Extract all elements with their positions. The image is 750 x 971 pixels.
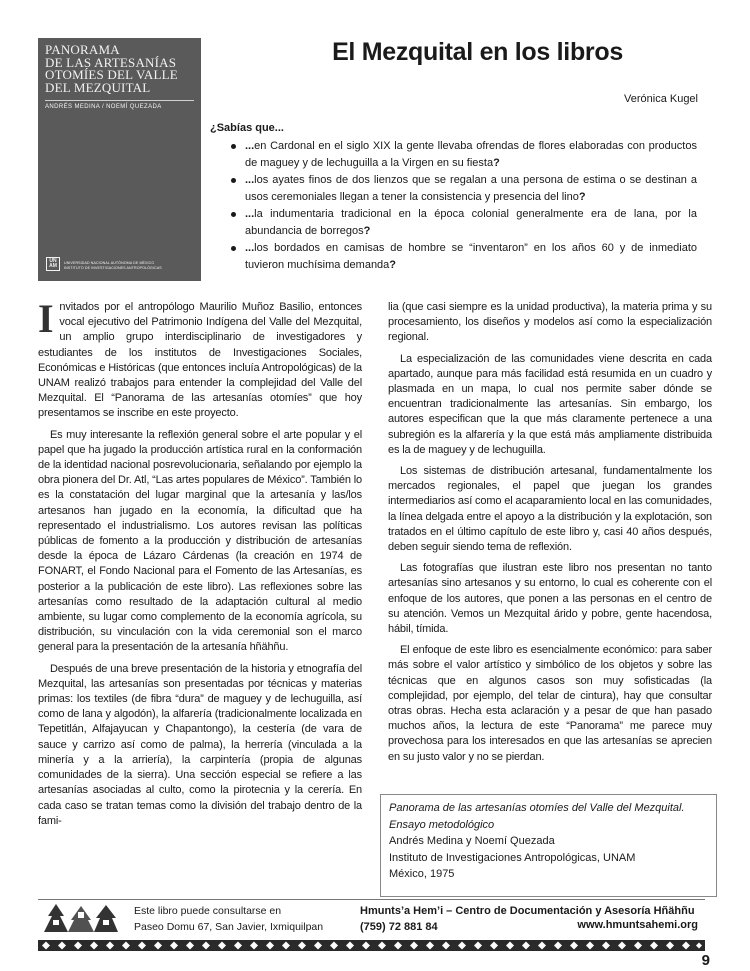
- ref-publisher: Instituto de Investigaciones Antropológicas, UNAM: [389, 851, 636, 864]
- page-title: El Mezquital en los libros: [332, 38, 623, 66]
- book-cover: [38, 38, 201, 281]
- drop-cap: I: [38, 296, 54, 341]
- item-text: la indumentaria tradicional en la época colonial generalmente era de lana, por la abundancia de borregos: [245, 208, 697, 237]
- article-author: Verónica Kugel: [624, 93, 698, 105]
- cover-title: PANORAMA DE LAS ARTESANÍAS OTOMÍES DEL VALLE DEL MEZQUITAL: [45, 42, 178, 95]
- item-lead: ...: [245, 140, 255, 152]
- sabias-heading: ¿Sabías que...: [210, 122, 284, 134]
- paragraph: [38, 296, 362, 422]
- sabias-list: [230, 138, 697, 274]
- cover-authors: ANDRÉS MEDINA / NOEMÍ QUEZADA: [45, 100, 194, 110]
- item-end: ?: [578, 191, 586, 203]
- book-reference-box: [380, 794, 717, 897]
- center-name: Hmunts’a Hem’i – Centro de Documentación y Asesoría Hñähñu: [360, 905, 695, 917]
- article-column-right: [388, 300, 712, 771]
- item-end: ?: [389, 259, 397, 271]
- footer-divider: [38, 899, 705, 900]
- ref-place-year: México, 1975: [389, 868, 455, 880]
- paragraph-text: nvitados por el antropólogo Maurilio Muñoz Basilio, entonces vocal ejecutivo del Patrimonio Indígena del Valle del Mezquital, un amplio grupo interdisciplinario de investigadores y estudiantes de los institutos de Investigaciones Sociales, Económicas e Históricas (que entonces incluía Antropológicas) de la UNAM realizó trabajos para entender la complejidad del Valle del Mezquital. El “Panorama de las artesanías otomíes” que hoy presentamos se inscribe en este proyecto.: [38, 301, 362, 420]
- item-text: los ayates finos de dos lienzos que se regalan a una persona de estima o se destinan a usos ceremoniales llegan a tener la consistencia y presencia del lino: [245, 174, 697, 203]
- center-phone: (759) 72 881 84: [360, 921, 438, 933]
- footer-availability: [134, 903, 323, 935]
- item-lead: ...: [245, 208, 255, 220]
- paragraph: Los sistemas de distribución artesanal, fundamentalmente los mercados regionales, el papel que juegan los grandes intermediarios así como el acaparamiento local en las comunidades, la línea delgada entre el apoyo a la distribución y la explotación, son tratados en el último capítulo de este libro y, casi 40 años después, deben seguir siendo tema de reflexión.: [388, 465, 712, 554]
- paragraph: lia (que casi siempre es la unidad productiva), la materia prima y su procesamiento, los diseños y modelos así como la especialización regional.: [388, 301, 712, 344]
- paragraph: La especialización de las comunidades viene descrita en cada apartado, aunque para más facilidad está resumida en un cuadro y plasmada en un mapa, lo cual nos permite saber dónde se encuentran tradicionalmente las artesanías. Sin embargo, los autores especifican que la que más claramente pertenece a una subregión es la alfarería y la que está más ampliamente distribuida es la de maguey y de lechuguilla.: [388, 352, 712, 456]
- item-end: ?: [363, 225, 371, 237]
- item-lead: ...: [245, 174, 255, 186]
- unam-logo: UN AM: [46, 257, 60, 271]
- sabias-item: [230, 138, 697, 172]
- item-text: los bordados en camisas de hombre se “inventaron” en los años 60 y de inmediato tuvieron muchísima demanda: [245, 242, 697, 271]
- ref-authors: Andrés Medina y Noemí Quezada: [389, 835, 555, 847]
- cover-institution: UNIVERSIDAD NACIONAL AUTÓNOMA DE MÉXICO INSTITUTO DE INVESTIGACIONES ANTROPOLÓGICAS: [64, 261, 162, 270]
- sabias-item: [230, 172, 697, 206]
- item-text: en Cardonal en el siglo XIX la gente llevaba ofrendas de flores elaboradas con productos de maguey y de lechuguilla a la Virgen en su fiesta: [245, 140, 697, 169]
- article-column-left: [38, 296, 362, 835]
- page-number: 9: [701, 952, 710, 969]
- paragraph: El enfoque de este libro es esencialmente económico: para saber más sobre el valor artístico y simbólico de los objetos y sobre las técnicas que en algunos casos son muy sofisticadas (la complejidad, por ejemplo, del telar de cintura), hay que consultar otras obras. Hecha esta aclaración y a pesar de que han pasado muchos años, la lectura de este “Panorama” me parece muy provechosa para los interesados en que las artesanías se aprecien en su justo valor y no se pierdan.: [388, 644, 712, 763]
- availability-address: Paseo Domu 67, San Javier, Ixmiquilpan: [134, 921, 324, 933]
- ref-title: Panorama de las artesanías otomíes del Valle del Mezquital.: [389, 802, 685, 814]
- website-link[interactable]: www.hmuntsahemi.org: [577, 919, 698, 931]
- paragraph: Después de una breve presentación de la historia y etnografía del Mezquital, las artesanías son presentadas por técnicas y materias primas: los textiles (de fibra “dura” de maguey y de lechuguilla, así como de lana y algodón), la alfarería (tradicionalmente localizada en Tepetitlán, Alfajayucan y Chapantongo), la cestería (de vara de sauce y carrizo así como de palma), la herrería (vinculada a la minería y a la arriería), la carpintería (propia de algunas comunidades de la sierra). Una sección especial se refiere a las artesanías asociadas al culto, como la pirotecnia y la cerería. En cada caso se tratan temas como la división del trabajo dentro de la fami-: [38, 662, 362, 827]
- sabias-item: [230, 206, 697, 240]
- paragraph: Es muy interesante la reflexión general sobre el arte popular y el papel que ha jugado la producción artística rural en la conformación de la identidad nacional posrevolucionaria, señalando por ejemplo la obra pionera del Dr. Atl, “Las artes populares de México”. También lo es la constatación del lugar marginal que la artesanía y las/los artesanos han jugado en la economía, la dificultad que ha representado el industrialismo. Los autores revisan las políticas públicas de fomento a la producción y distribución de artesanías desde la época de Lázaro Cárdenas (la creación en 1974 de FONART, el Fondo Nacional para el Fomento de las Artesanías, es posterior a la publicación de este libro). Las reflexiones sobre las artesanías como resultado de la adaptación cultural al medio ambiente, su lugar como complemento de la economía agrícola, su distribución, su vinculación con la vida ceremonial son el marco general para la presentación de la artesanía hñähñu.: [38, 428, 362, 654]
- item-end: ?: [493, 157, 500, 169]
- decorative-border-band: [38, 940, 705, 951]
- ref-subtitle: Ensayo metodológico: [389, 818, 495, 831]
- embroidery-logo-icon: [38, 902, 124, 934]
- availability-line: Este libro puede consultarse en: [134, 905, 282, 917]
- item-lead: ...: [245, 242, 255, 254]
- sabias-item: [230, 240, 697, 274]
- paragraph: Las fotografías que ilustran este libro nos presentan no tanto artesanías sino artesanos y su entorno, lo cual es coherente con el enfoque de los autores, que ponen a las personas en el centro de su atención. Vemos un Mezquital árido y pobre, gente hacendosa, hábil, tímida.: [388, 562, 712, 636]
